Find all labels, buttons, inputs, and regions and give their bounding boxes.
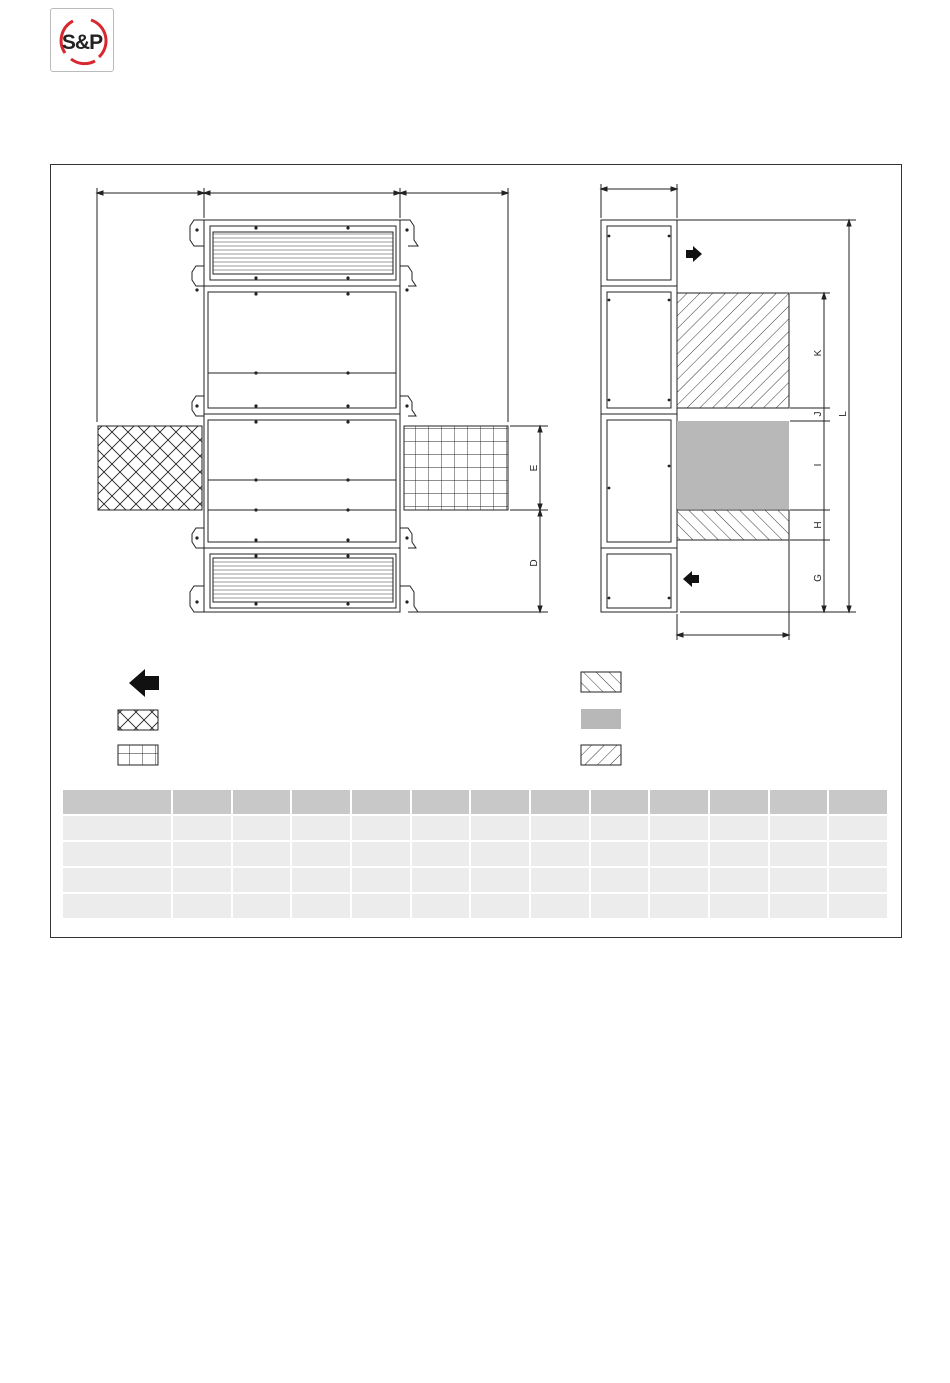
table-cell [650,842,708,866]
table-cell [233,816,291,840]
table-cell [829,816,887,840]
table-header-cell [471,790,529,814]
table-cell [829,868,887,892]
table-header-cell [650,790,708,814]
gray-fill-icon [581,709,621,729]
table-cell [829,894,887,918]
table-cell [63,868,171,892]
table-cell [591,816,649,840]
table-header-row [63,790,887,814]
table-cell [173,868,231,892]
table-cell [412,868,470,892]
table-header-cell [233,790,291,814]
table-cell [63,842,171,866]
diagonal-hatch-right-icon [581,745,621,765]
table-cell [710,868,768,892]
table-cell [829,842,887,866]
table-cell [471,816,529,840]
table-cell [292,868,350,892]
table-cell [352,868,410,892]
table-cell [770,842,828,866]
table-cell [352,842,410,866]
table-header-cell [710,790,768,814]
table-cell [650,816,708,840]
table-header-cell [63,790,171,814]
table-header-cell [531,790,589,814]
table-cell [770,816,828,840]
table-cell [233,894,291,918]
table-cell [412,842,470,866]
dim-label-i: I [813,463,824,467]
table-cell [710,894,768,918]
table-row [63,816,887,840]
table-cell [531,816,589,840]
table-header-cell [770,790,828,814]
table-cell [531,894,589,918]
dim-label-l: L [838,411,849,417]
table-cell [471,868,529,892]
table-header-cell [173,790,231,814]
table-row [63,894,887,918]
table-row [63,842,887,866]
table-cell [63,894,171,918]
logo-text: S&P [61,31,103,54]
table-header-cell [412,790,470,814]
table-cell [650,894,708,918]
dim-label-h: H [813,521,824,529]
table-cell [352,816,410,840]
table-cell [292,894,350,918]
crosshatch-pattern-icon [118,710,158,730]
table-row [63,868,887,892]
table-cell [591,842,649,866]
dim-label-g: G [813,574,824,582]
airflow-arrow-left-icon [683,571,699,587]
table-cell [591,868,649,892]
table-header-cell [352,790,410,814]
airflow-arrow-right-icon [686,246,702,262]
table-cell [233,842,291,866]
table-cell [531,868,589,892]
table-cell [292,842,350,866]
table-header-cell [829,790,887,814]
table-cell [352,894,410,918]
table-cell [173,816,231,840]
table-cell [710,816,768,840]
table-cell [591,894,649,918]
dim-label-k: K [813,349,824,357]
table-cell [292,816,350,840]
table-cell [531,842,589,866]
grid-pattern-icon [118,745,158,765]
table-cell [412,816,470,840]
table-cell [650,868,708,892]
dim-label-e: E [529,464,540,472]
airflow-arrow-icon [129,669,159,697]
legend [118,669,621,765]
table-cell [233,868,291,892]
table-cell [63,816,171,840]
dimensions-table [61,788,889,920]
table-cell [412,894,470,918]
dim-label-d: D [529,559,540,567]
table-header-cell [591,790,649,814]
diagonal-hatch-left-icon [581,672,621,692]
table-cell [710,842,768,866]
table-cell [173,842,231,866]
dim-label-j: J [813,411,824,417]
table-header-cell [292,790,350,814]
table-cell [173,894,231,918]
table-cell [770,894,828,918]
table-cell [471,894,529,918]
table-cell [471,842,529,866]
table-cell [770,868,828,892]
